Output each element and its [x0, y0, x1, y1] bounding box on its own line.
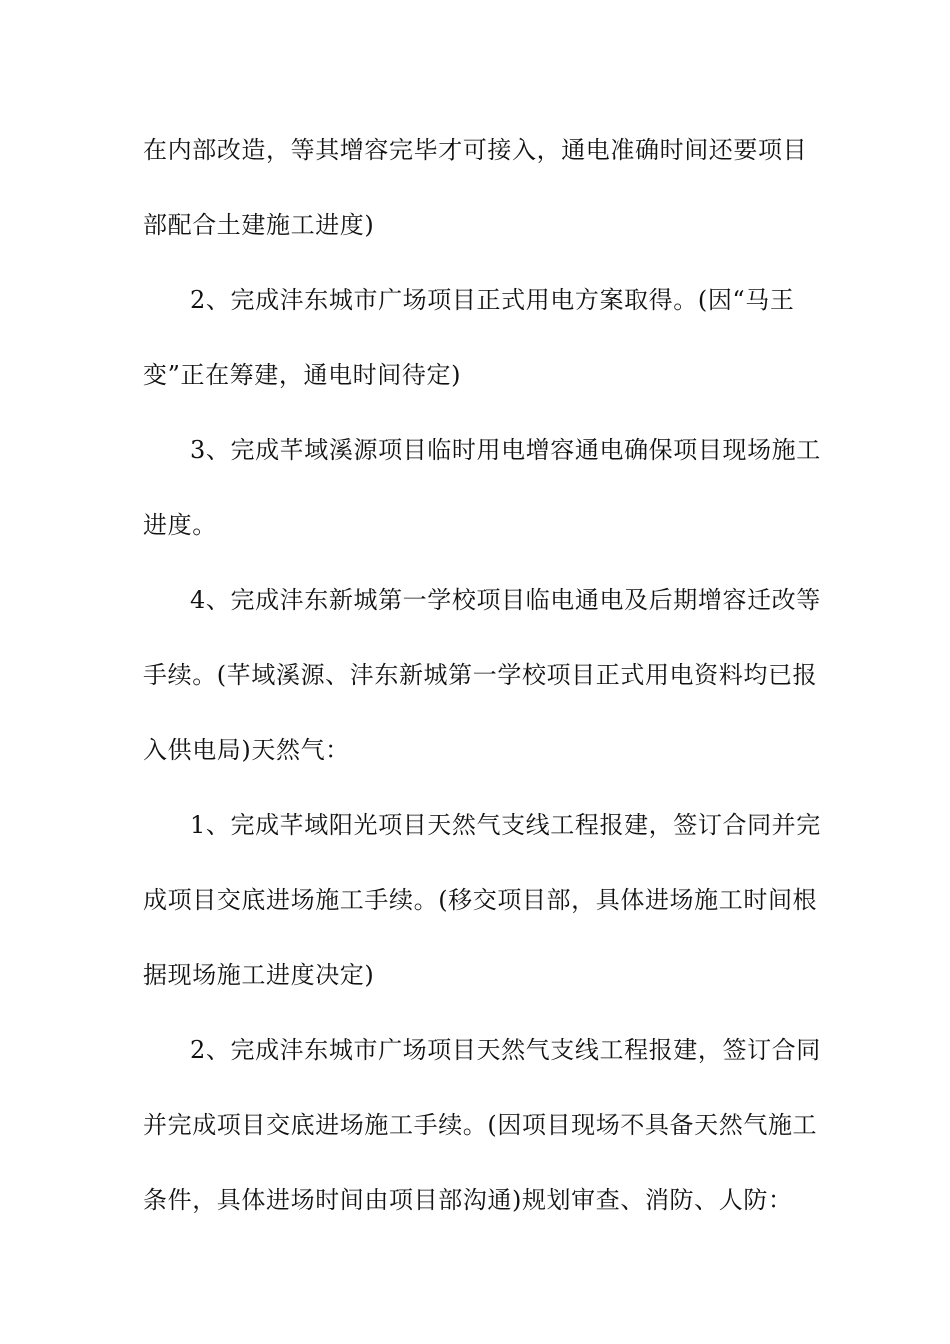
paragraph-line: 4、完成沣东新城第一学校项目临电通电及后期增容迁改等: [190, 586, 821, 614]
paragraph-line: 2、完成沣东城市广场项目天然气支线工程报建，签订合同: [190, 1036, 821, 1064]
paragraph-line: 并完成项目交底进场施工手续。(因项目现场不具备天然气施工: [143, 1111, 818, 1139]
paragraph-line: 变”正在筹建，通电时间待定): [143, 361, 462, 389]
paragraph-line: 进度。: [143, 511, 217, 539]
paragraph-line: 1、完成芊域阳光项目天然气支线工程报建，签订合同并完: [190, 811, 821, 839]
paragraph-line: 入供电局)天然气：: [143, 736, 350, 764]
paragraph-line: 手续。(芊域溪源、沣东新城第一学校项目正式用电资料均已报: [143, 661, 818, 689]
paragraph-line: 在内部改造，等其增容完毕才可接入，通电准确时间还要项目: [143, 136, 808, 164]
paragraph-line: 2、完成沣东城市广场项目正式用电方案取得。(因“马王: [190, 286, 795, 314]
paragraph-line: 部配合土建施工进度): [143, 211, 375, 239]
paragraph-line: 成项目交底进场施工手续。(移交项目部，具体进场施工时间根: [143, 886, 818, 914]
paragraph-line: 据现场施工进度决定): [143, 961, 375, 989]
paragraph-line: 条件，具体进场时间由项目部沟通)规划审查、消防、人防：: [143, 1186, 793, 1214]
paragraph-line: 3、完成芊域溪源项目临时用电增容通电确保项目现场施工: [190, 436, 821, 464]
